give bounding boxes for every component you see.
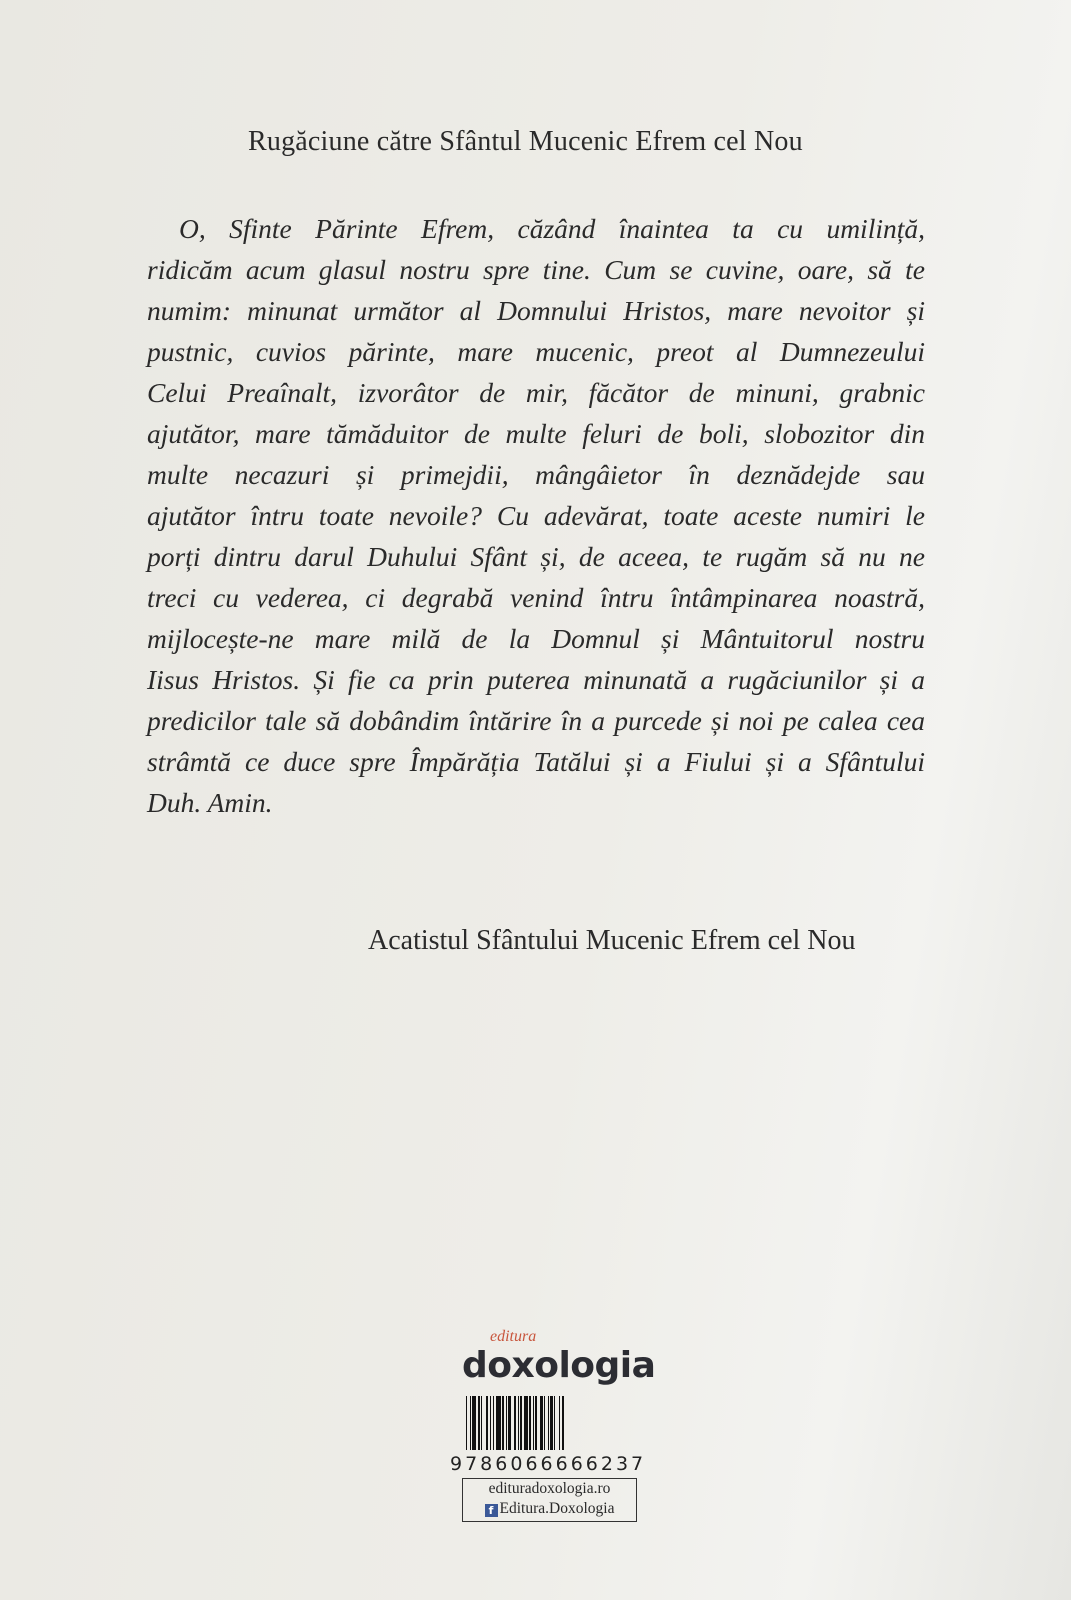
barcode-bar bbox=[564, 1396, 565, 1450]
prayer-line: ajutător întru toate nevoile? Cu adevărat, toate aceste numiri le bbox=[147, 500, 925, 531]
publisher-logo bbox=[462, 1328, 656, 1386]
prayer-line: numim: minunat următor al Domnului Hristos, mare nevoitor și bbox=[147, 295, 925, 326]
prayer-line: O, Sfinte Părinte Efrem, căzând înaintea ta cu umilință, bbox=[179, 213, 925, 244]
prayer-line: multe necazuri și primejdii, mângâietor în deznădejde sau bbox=[147, 459, 925, 490]
prayer-title: Rugăciune către Sfântul Mucenic Efrem cel Nou bbox=[248, 126, 803, 157]
publisher-contact-box bbox=[462, 1478, 637, 1522]
source-title: Acatistul Sfântului Mucenic Efrem cel Nou bbox=[368, 925, 856, 956]
logo-name: doxologia bbox=[462, 1345, 656, 1386]
logo-prefix: editura bbox=[490, 1328, 537, 1345]
prayer-line: strâmtă ce duce spre Împărăția Tatălui și a Fiului și a Sfântului bbox=[147, 746, 925, 777]
facebook-label: Editura.Doxologia bbox=[499, 1500, 615, 1517]
prayer-line: ridicăm acum glasul nostru spre tine. Cum se cuvine, oare, să te bbox=[147, 254, 925, 285]
facebook-link[interactable] bbox=[463, 1499, 636, 1519]
facebook-icon: f bbox=[485, 1504, 498, 1517]
barcode bbox=[466, 1396, 636, 1450]
prayer-line: predicilor tale să dobândim întărire în a purcede și noi pe calea cea bbox=[147, 705, 925, 736]
prayer-text bbox=[147, 208, 925, 823]
prayer-line: porți dintru darul Duhului Sfânt și, de aceea, te rugăm să nu ne bbox=[147, 541, 925, 572]
prayer-line: Celui Preaînalt, izvorâtor de mir, făcător de minuni, grabnic bbox=[147, 377, 925, 408]
prayer-line: pustnic, cuvios părinte, mare mucenic, preot al Dumnezeului bbox=[147, 336, 925, 367]
prayer-line: ajutător, mare tămăduitor de multe feluri de boli, slobozitor din bbox=[147, 418, 925, 449]
prayer-line: Iisus Hristos. Și fie ca prin puterea minunată a rugăciunilor și a bbox=[147, 664, 925, 695]
prayer-line: mijlocește-ne mare milă de la Domnul și Mântuitorul nostru bbox=[147, 623, 925, 654]
prayer-line: Duh. Amin. bbox=[147, 787, 273, 818]
website-link[interactable]: edituradoxologia.ro bbox=[488, 1480, 611, 1497]
prayer-line: treci cu vederea, ci degrabă venind întru întâmpinarea noastră, bbox=[147, 582, 925, 613]
isbn-number: 9786066666237 bbox=[450, 1453, 647, 1475]
